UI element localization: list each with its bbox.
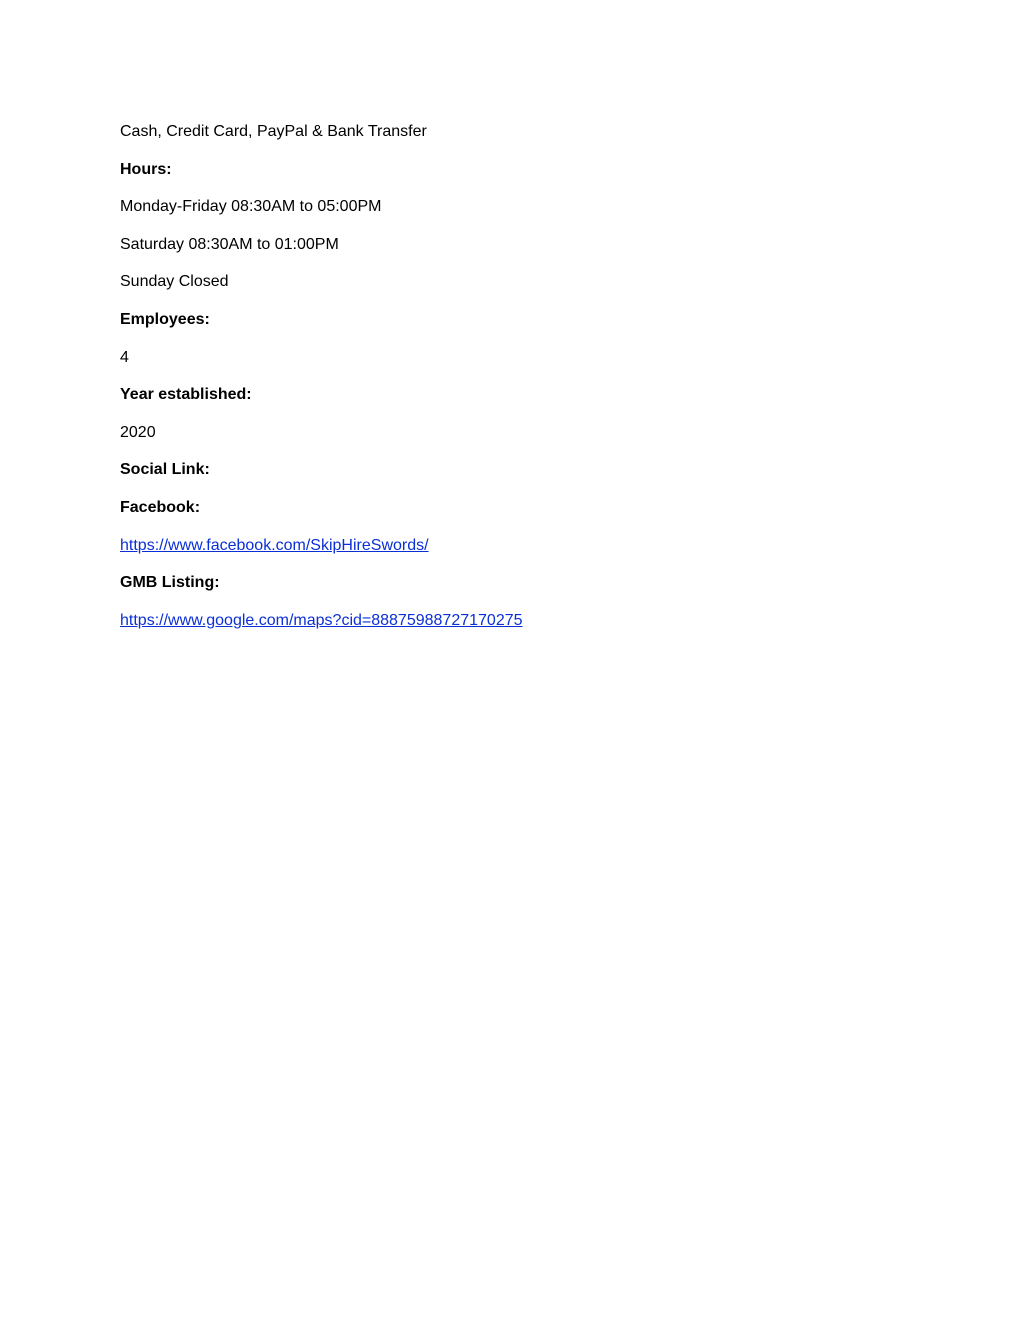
hours-saturday-text: Saturday 08:30AM to 01:00PM [120,235,339,253]
year-established-value: 2020 [120,423,156,441]
document-body [120,120,900,646]
employees-label: Employees: [120,310,210,328]
facebook-label: Facebook: [120,498,201,516]
year-established-label: Year established: [120,386,252,404]
hours-label: Hours: [120,160,172,178]
payment-methods-text: Cash, Credit Card, PayPal & Bank Transfer [120,123,427,140]
facebook-link[interactable]: https://www.facebook.com/SkipHireSwords/ [120,536,429,554]
gmb-listing-link[interactable]: https://www.google.com/maps?cid=8887598872717027​5 [120,611,523,629]
social-link-label: Social Link: [120,461,210,479]
gmb-listing-label: GMB Listing: [120,574,220,592]
employees-value: 4 [120,348,129,366]
hours-sunday-text: Sunday Closed [120,273,229,291]
hours-weekday-text: Monday-Friday 08:30AM to 05:00PM [120,198,382,216]
